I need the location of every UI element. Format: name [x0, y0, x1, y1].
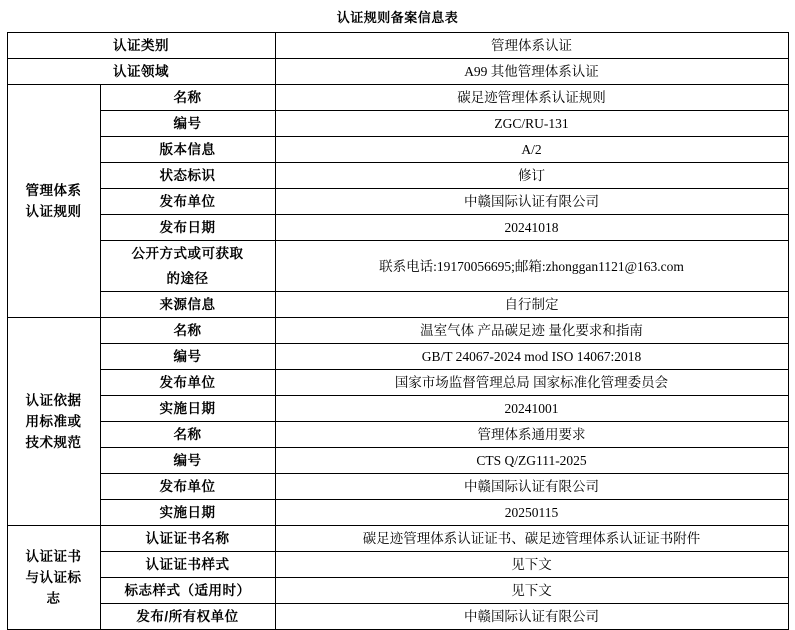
- row-label: [100, 241, 275, 292]
- table-row: [7, 396, 788, 422]
- row-value: ZGC/RU-131: [275, 111, 788, 137]
- row-label: 实施日期: [100, 500, 275, 526]
- category-line: 志: [46, 591, 61, 606]
- category-line: 与认证标: [25, 570, 82, 585]
- row-label: 编号: [100, 111, 275, 137]
- category-line: 用标准或: [25, 414, 82, 429]
- row-label: 状态标识: [100, 163, 275, 189]
- row-label: 名称: [100, 422, 275, 448]
- table-row: [7, 85, 788, 111]
- row-value: 自行制定: [275, 292, 788, 318]
- table-row: [7, 474, 788, 500]
- row-value: 中赣国际认证有限公司: [275, 604, 788, 630]
- row-label: 发布单位: [100, 370, 275, 396]
- row-label: 实施日期: [100, 396, 275, 422]
- row-value: 管理体系认证: [275, 33, 788, 59]
- row-label: 发布单位: [100, 474, 275, 500]
- row-value: 中赣国际认证有限公司: [275, 189, 788, 215]
- row-label-line: 的途径: [166, 271, 209, 286]
- row-value: 联系电话:19170056695;邮箱:zhonggan1121@163.com: [275, 241, 788, 292]
- row-label: 认证证书名称: [100, 526, 275, 552]
- table-row: [7, 604, 788, 630]
- table-row: [7, 189, 788, 215]
- row-label: 名称: [100, 318, 275, 344]
- row-value: 管理体系通用要求: [275, 422, 788, 448]
- row-label: 标志样式（适用时）: [100, 578, 275, 604]
- row-value: 20241018: [275, 215, 788, 241]
- row-label: 来源信息: [100, 292, 275, 318]
- table-row: [7, 500, 788, 526]
- table-row: [7, 59, 788, 85]
- row-value: 温室气体 产品碳足迹 量化要求和指南: [275, 318, 788, 344]
- row-value: 中赣国际认证有限公司: [275, 474, 788, 500]
- table-row: [7, 552, 788, 578]
- row-value: GB/T 24067-2024 mod ISO 14067:2018: [275, 344, 788, 370]
- row-label: 发布日期: [100, 215, 275, 241]
- category-line: 认证规则: [25, 204, 82, 219]
- row-value: A99 其他管理体系认证: [275, 59, 788, 85]
- table-row: [7, 578, 788, 604]
- row-label: 编号: [100, 344, 275, 370]
- row-value: 碳足迹管理体系认证证书、碳足迹管理体系认证证书附件: [275, 526, 788, 552]
- table-row: [7, 137, 788, 163]
- table-row: [7, 370, 788, 396]
- row-label-line: 公开方式或可获取: [131, 246, 244, 261]
- category-line: 管理体系: [25, 183, 82, 198]
- row-value: 20250115: [275, 500, 788, 526]
- table-row: [7, 292, 788, 318]
- row-label: 编号: [100, 448, 275, 474]
- row-value: 国家市场监督管理总局 国家标准化管理委员会: [275, 370, 788, 396]
- page-title: 认证规则备案信息表: [336, 10, 459, 25]
- row-label: 发布单位: [100, 189, 275, 215]
- table-row: [7, 318, 788, 344]
- table-row: [7, 241, 788, 292]
- row-value: CTS Q/ZG111-2025: [275, 448, 788, 474]
- table-row: [7, 448, 788, 474]
- row-label: 认证领域: [7, 59, 275, 85]
- row-label: 名称: [100, 85, 275, 111]
- row-value: 见下文: [275, 578, 788, 604]
- category-line: 认证依据: [25, 393, 82, 408]
- row-label: 版本信息: [100, 137, 275, 163]
- certification-rule-record-table: [7, 32, 789, 630]
- row-label: 认证类别: [7, 33, 275, 59]
- row-value: 修订: [275, 163, 788, 189]
- row-value: 20241001: [275, 396, 788, 422]
- row-label: 发布/所有权单位: [100, 604, 275, 630]
- table-row: [7, 111, 788, 137]
- table-row: [7, 526, 788, 552]
- category-certification-standards: [7, 318, 100, 526]
- table-row: [7, 344, 788, 370]
- table-row: [7, 33, 788, 59]
- row-value: 碳足迹管理体系认证规则: [275, 85, 788, 111]
- row-value: 见下文: [275, 552, 788, 578]
- table-row: [7, 215, 788, 241]
- category-certificate-and-mark: [7, 526, 100, 630]
- row-label: 认证证书样式: [100, 552, 275, 578]
- table-row: [7, 163, 788, 189]
- category-management-system-rules: [7, 85, 100, 318]
- row-value: A/2: [275, 137, 788, 163]
- table-row: [7, 422, 788, 448]
- category-line: 认证证书: [25, 549, 82, 564]
- category-line: 技术规范: [25, 435, 82, 450]
